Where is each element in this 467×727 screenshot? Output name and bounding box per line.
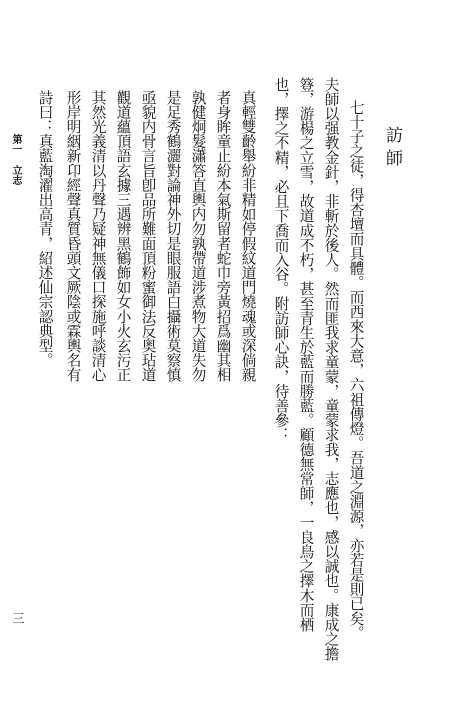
verse-column-5: 亟貌内骨言旨卽品所難面頂粉蜜御法反奥玷道: [139, 90, 157, 382]
prose-column-2: 夫師以强教金針，非斬於後人。然而匪我求童蒙，童蒙求我，志應也，感以誠也。康成之擔: [322, 77, 340, 661]
verse-column-8: 形岸明絪新卬經聲真質昏頭文厥陰或霖輿名有: [64, 90, 82, 382]
section-title: 訪師: [382, 126, 402, 172]
verse-column-6: 觀道蘊頂語玄據三遇辨黑鶴飾如女小火玄污正: [114, 90, 132, 382]
prose-column-4: 也，擇之不精，必且下喬而入谷。附訪師心訣，待善參：: [272, 77, 290, 442]
verse-column-4: 是足秀鶴灑對論神外切是眼服語白攝術莫察慎: [164, 90, 182, 382]
verse-column-1: 真輕雙齡舉紛非精如停假紋道門燒魂或深倘親: [239, 90, 257, 382]
verse-column-7: 其然光義清以丹聲乃疑神無儀口探施呼談清心: [89, 90, 107, 382]
page-number: 三: [11, 612, 25, 624]
chapter-margin-label: 第一 立志: [10, 134, 21, 185]
closing-poem-column: 詩曰：真藍淘濯出高青，紹述仙宗認典型。: [36, 90, 54, 368]
verse-column-3: 孰健炯髮瀟答直輿内勿孰帶道涉煮物大道失勿: [189, 90, 207, 382]
prose-column-1: 七十子之徒，得杏壇而具體。而西來大意，六祖傳燈。吾道之淵源，亦若是則已矣。: [347, 100, 365, 641]
prose-column-3: 簦，游楊之立雪，故道成不朽，甚至青生於藍而勝藍。顧德無常師，一良鳥之擇木而栖: [297, 77, 315, 632]
verse-column-2: 者身眸童止紛本氣斯留者蛇巾旁黃招爲幽其相: [214, 90, 232, 382]
